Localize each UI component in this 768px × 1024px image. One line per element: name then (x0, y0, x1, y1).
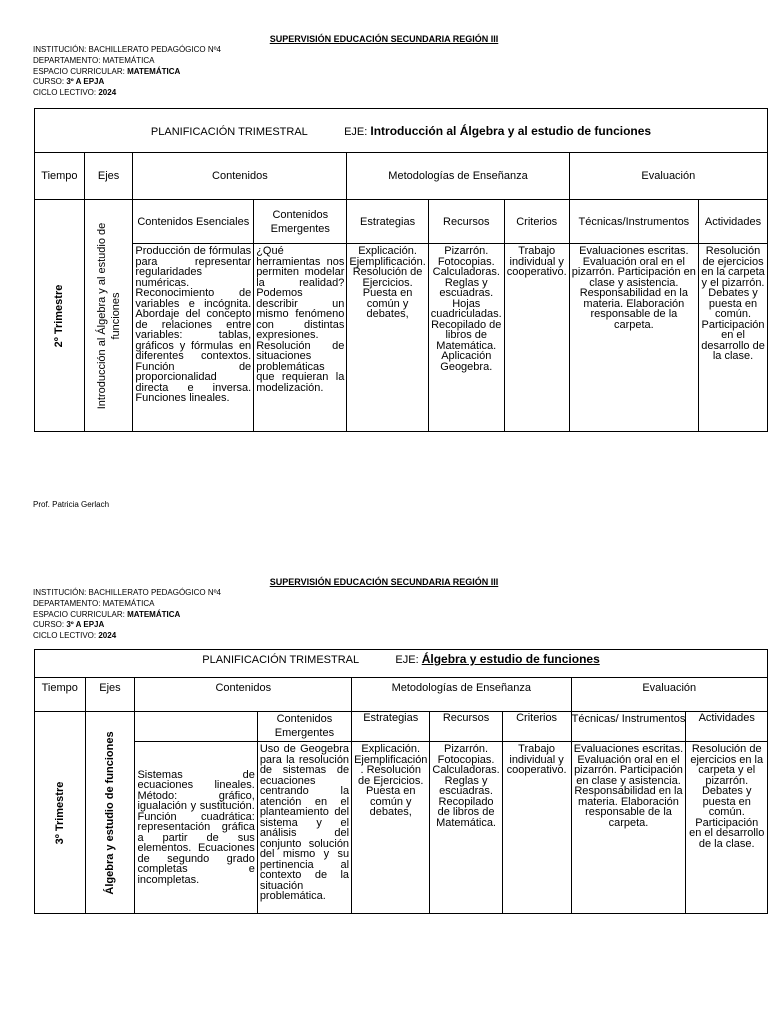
plan-header (35, 109, 768, 153)
tecnicas-cell: Evaluaciones escritas. Evaluación oral en el pizarrón. Participación en clase y asistencia. Responsabilidad en la materia. Elaboración responsable de la carpeta. (569, 244, 698, 432)
criterios-cell: Trabajo individual y cooperativo. (502, 742, 571, 914)
tiempo-value: 2º Trimestre (53, 284, 66, 347)
header-title-2: SUPERVISIÓN EDUCACIÓN SECUNDARIA REGIÓN III (269, 577, 499, 587)
tiempo-value: 3º Trimestre (53, 781, 66, 844)
col-recursos: Recursos (430, 712, 502, 742)
eje-cell (85, 712, 135, 914)
espacio-curricular: ESPACIO CURRICULAR: MATEMÁTICA (33, 609, 181, 619)
emergentes-cell: Uso de Geogebra para la resolución de sistemas de ecuaciones centrando la atención en el planteamiento del sistema y el análisis del conjunto solución del mismo y su pertinencia al contexto de la situación problemática. (257, 742, 351, 914)
actividades-cell: Resolución de ejercicios en la carpeta y el pizarrón. Debates y puesta en común. Participación en el desarrollo de la clase. (699, 244, 768, 432)
ciclo-lectivo: CICLO LECTIVO: 2024 (33, 631, 117, 641)
eje-label: EJE: (395, 654, 419, 666)
criterios-cell: Trabajo individual y cooperativo. (504, 244, 569, 432)
col-metodologias: Metodologías de Enseñanza (347, 153, 569, 200)
institucion: INSTITUCIÓN: BACHILLERATO PEDAGÓGICO Nº4 (33, 588, 221, 597)
col-tecnicas: Técnicas/Instrumentos (569, 200, 698, 244)
recursos-cell: Pizarrón. Fotocopias. Calculadoras. Reglas y escuadras. Hojas cuadriculadas. Recopilado de libros de Matemática. Aplicación Geogebra. (428, 244, 504, 432)
meta-block (33, 45, 221, 99)
esenciales-cell: Producción de fórmulas para representar regularidades numéricas. Reconocimiento de variables e incógnita. Abordaje del concepto de relaciones entre variables: tablas, gráficos y fórmulas en diferentes contextos. Función de proporcionalidad directa e inversa. Funciones lineales. (133, 244, 254, 432)
col-contenidos-esenciales: Contenidos Esenciales (133, 200, 254, 244)
curso: CURSO: 3º A EPJA (33, 77, 105, 87)
col-criterios: Criterios (502, 712, 571, 742)
col-evaluacion: Evaluación (571, 678, 767, 712)
curso: CURSO: 3º A EPJA (33, 620, 105, 630)
recursos-cell: Pizarrón. Fotocopias. Calculadoras. Reglas y escuadras. Recopilado de libros de Matemática. (430, 742, 502, 914)
plan-table-2 (34, 649, 768, 914)
col-estrategias: Estrategias (347, 200, 428, 244)
meta-block-2 (33, 588, 221, 642)
espacio-curricular: ESPACIO CURRICULAR: MATEMÁTICA (33, 66, 181, 76)
header-title: SUPERVISIÓN EDUCACIÓN SECUNDARIA REGIÓN III (269, 34, 499, 44)
tecnicas-cell: Evaluaciones escritas. Evaluación oral en el pizarrón. Participación en clase y asistencia. Responsabilidad en la materia. Elaboración responsable de la carpeta. (571, 742, 686, 914)
esenciales-cell: Sistemas de ecuaciones lineales. Método: gráfico, igualación y sustitución. Función cuadrática: representación gráfica a partir de sus elementos. Ecuaciones de segundo grado completas e incompletas. (135, 742, 257, 914)
eje-title: Álgebra y estudio de funciones (421, 652, 600, 666)
col-metodologias: Metodologías de Enseñanza (352, 678, 571, 712)
col-estrategias: Estrategias (352, 712, 430, 742)
col-actividades: Actividades (686, 712, 768, 742)
institucion: INSTITUCIÓN: BACHILLERATO PEDAGÓGICO Nº4 (33, 45, 221, 54)
col-criterios: Criterios (504, 200, 569, 244)
planificacion-label: PLANIFICACIÓN TRIMESTRAL (202, 654, 359, 666)
departamento: DEPARTAMENTO: MATEMÁTICA (33, 598, 155, 608)
col-actividades: Actividades (699, 200, 768, 244)
tiempo-cell (35, 712, 86, 914)
col-contenidos: Contenidos (133, 153, 347, 200)
col-contenidos-emergentes: Contenidos Emergentes (254, 200, 347, 244)
eje-vertical: Álgebra y estudio de funciones (103, 730, 116, 895)
prof-signature: Prof. Patricia Gerlach (33, 500, 110, 509)
emergentes-cell: ¿Qué herramientas nos permiten modelar la realidad? Podemos describir un mismo fenómeno con distintas expresiones. Resolución de situaciones problemáticas que requieran la modelización. (254, 244, 347, 432)
eje-title: Introducción al Álgebra y al estudio de funciones (370, 123, 652, 138)
col-tiempo: Tiempo (35, 153, 85, 200)
actividades-cell: Resolución de ejercicios en la carpeta y el pizarrón. Debates y puesta en común. Participación en el desarrollo de la clase. (686, 742, 768, 914)
esenciales-header-empty (135, 712, 257, 742)
planificacion-label: PLANIFICACIÓN TRIMESTRAL (150, 125, 308, 138)
estrategias-cell: Explicación. Ejemplificación. Resolución de Ejercicios. Puesta en común y debates, (347, 244, 428, 432)
col-recursos: Recursos (428, 200, 504, 244)
col-ejes: Ejes (85, 678, 135, 712)
plan-table-1 (34, 108, 768, 432)
tiempo-cell (35, 200, 85, 432)
col-contenidos-emergentes: Contenidos Emergentes (257, 712, 351, 742)
eje-label: EJE: (344, 125, 368, 138)
col-contenidos: Contenidos (135, 678, 352, 712)
departamento: DEPARTAMENTO: MATEMÁTICA (33, 55, 155, 65)
col-ejes: Ejes (84, 153, 133, 200)
col-tiempo: Tiempo (35, 678, 86, 712)
eje-vertical: Introducción al Álgebra y al estudio de funciones (95, 222, 122, 409)
estrategias-cell: Explicación. Ejemplificación . Resolución de Ejercicios. Puesta en común y debates, (352, 742, 430, 914)
ciclo-lectivo: CICLO LECTIVO: 2024 (33, 88, 117, 98)
plan-header-2 (35, 650, 768, 678)
col-tecnicas: Técnicas/ Instrumentos (571, 712, 686, 742)
eje-cell (84, 200, 133, 432)
col-evaluacion: Evaluación (569, 153, 767, 200)
